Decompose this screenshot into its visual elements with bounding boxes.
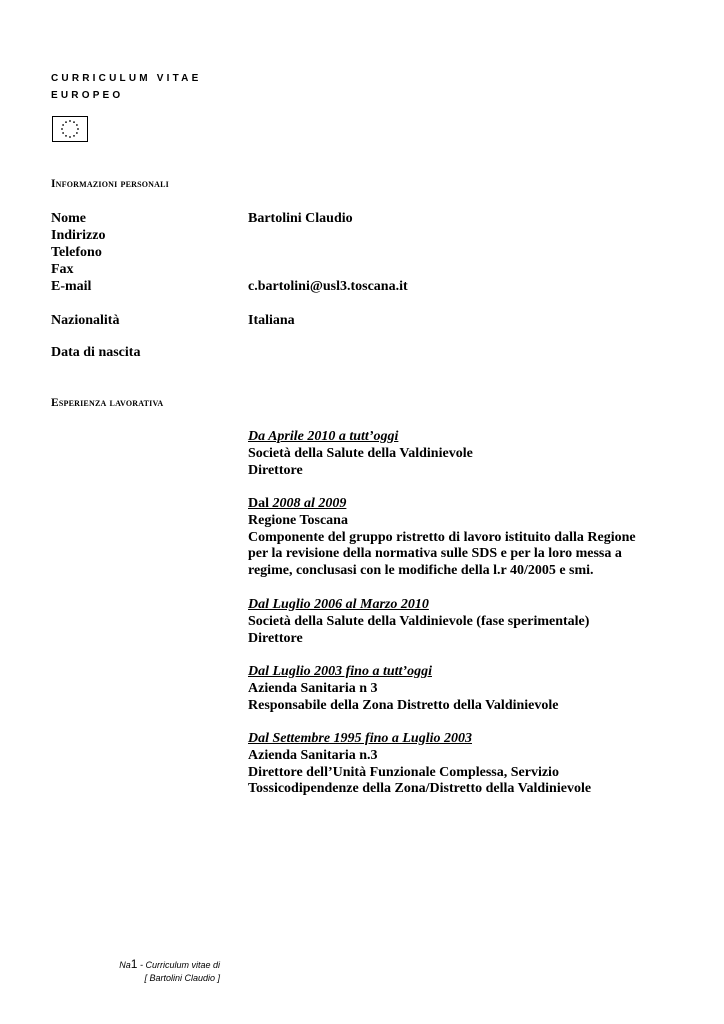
label-nome: Nome xyxy=(51,211,86,226)
experience-line: Regione Toscana xyxy=(248,512,348,528)
footer-line-1 xyxy=(0,958,220,972)
experience-period: Dal Luglio 2006 al Marzo 2010 xyxy=(248,597,429,612)
value-email: c.bartolini@usl3.toscana.it xyxy=(248,279,408,294)
experience-line: per la revisione della normativa sulle SDS e per la loro messa a xyxy=(248,546,622,562)
section-title-personal: Informazioni personali xyxy=(51,178,169,190)
label-data-nascita: Data di nascita xyxy=(51,345,141,360)
footer-line-2: [ Bartolini Claudio ] xyxy=(144,973,220,983)
label-fax: Fax xyxy=(51,262,74,277)
experience-period-dates: 2008 al 2009 xyxy=(272,496,347,511)
experience-line: Società della Salute della Valdinievole xyxy=(248,445,473,461)
label-telefono: Telefono xyxy=(51,245,102,260)
label-email: E-mail xyxy=(51,279,92,294)
experience-entry xyxy=(248,429,688,479)
value-nazionalita: Italiana xyxy=(248,313,295,328)
experience-entry xyxy=(248,731,688,798)
eu-flag-icon xyxy=(52,116,88,142)
experience-period-prefix: Dal xyxy=(248,496,273,511)
experience-period: Dal Settembre 1995 fino a Luglio 2003 xyxy=(248,731,472,746)
section-title-experience: Esperienza lavorativa xyxy=(51,397,164,409)
experience-line: Responsabile della Zona Distretto della Valdinievole xyxy=(248,697,559,713)
experience-entry xyxy=(248,597,688,647)
page-footer xyxy=(0,958,220,985)
experience-line: Azienda Sanitaria n.3 xyxy=(248,747,378,763)
value-nome: Bartolini Claudio xyxy=(248,211,353,226)
experience-line: Società della Salute della Valdinievole (fase sperimentale) xyxy=(248,613,590,629)
experience-entry xyxy=(248,664,688,714)
experience-line: Tossicodipendenze della Zona/Distretto della Valdinievole xyxy=(248,781,592,797)
footer-caption: - Curriculum vitae di xyxy=(137,960,220,970)
experience-line: Direttore dell’Unità Funzionale Complessa, Servizio xyxy=(248,764,559,780)
experience-period xyxy=(248,496,688,513)
cv-title-line-1: CURRICULUM VITAE xyxy=(51,73,202,84)
label-indirizzo: Indirizzo xyxy=(51,228,106,243)
cv-title-line-2: EUROPEO xyxy=(51,90,124,101)
experience-line: Azienda Sanitaria n 3 xyxy=(248,680,378,696)
experience-period: Da Aprile 2010 a tutt’oggi xyxy=(248,429,399,444)
experience-period: Dal Luglio 2003 fino a tutt’oggi xyxy=(248,664,432,679)
experience-entry xyxy=(248,496,688,580)
experience-line: regime, conclusasi con le modifiche della l.r 40/2005 e smi. xyxy=(248,563,594,579)
page-number: 1 xyxy=(130,957,138,971)
experience-line: Direttore xyxy=(248,630,303,646)
label-nazionalita: Nazionalità xyxy=(51,313,120,328)
footer-prefix: Na xyxy=(119,960,131,970)
experience-line: Direttore xyxy=(248,462,303,478)
experience-line: Componente del gruppo ristretto di lavoro istituito dalla Regione xyxy=(248,529,636,545)
